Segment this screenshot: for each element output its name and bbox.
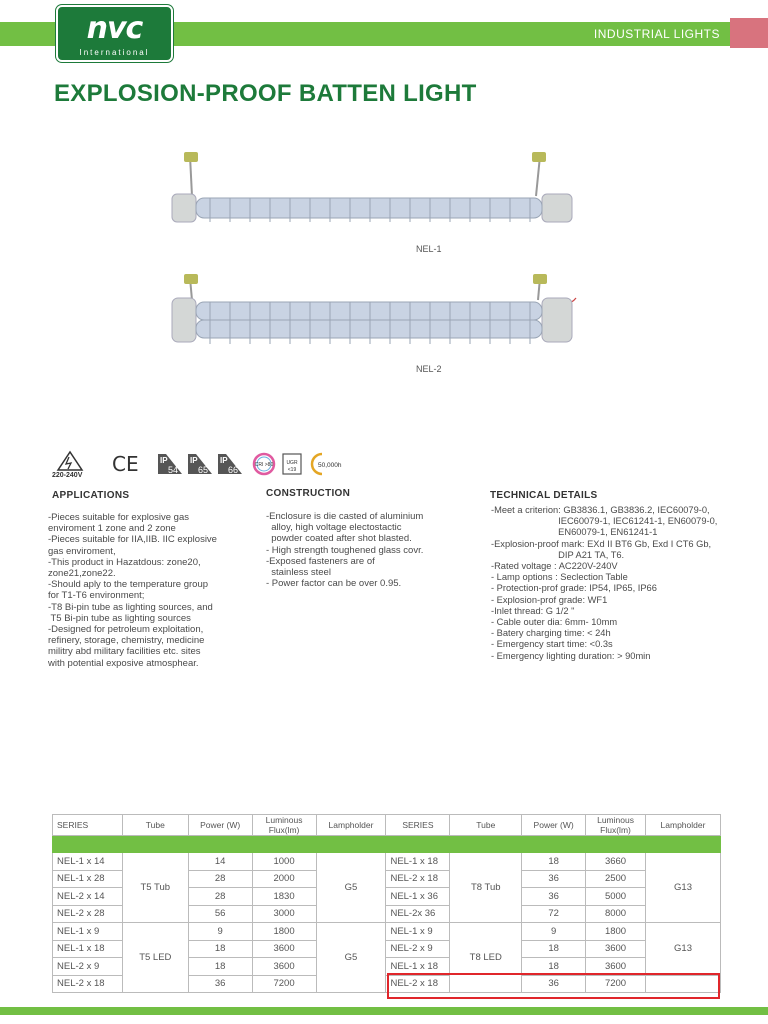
cell-series: NEL-2 x 18	[386, 975, 450, 993]
applications-line: -Pieces suitable for IIA,IIB. IIC explosive	[48, 534, 217, 546]
applications-heading: APPLICATIONS	[52, 490, 130, 501]
technical-line: - Protection-prof grade: IP54, IP65, IP66	[491, 583, 657, 594]
cell-flux: 8000	[586, 905, 646, 923]
cell-series: NEL-1 x 9	[53, 923, 123, 941]
cell-power: 36	[522, 888, 586, 906]
header-flux: Luminous Flux(lm)	[252, 815, 316, 836]
cell-power: 14	[188, 853, 252, 871]
cell-series: NEL-1 x 18	[386, 958, 450, 976]
svg-text:IP: IP	[160, 456, 168, 465]
cell-series: NEL-1 x 18	[53, 940, 123, 958]
applications-line: -Designed for petroleum exploitation,	[48, 624, 204, 636]
technical-list	[491, 505, 717, 662]
technical-line: EN60079-1, EN61241-1	[491, 527, 658, 538]
technical-line: -Meet a criterion: GB3836.1, GB3836.2, IEC60079-0,	[491, 505, 710, 515]
applications-line: -Should aply to the temperature group	[48, 579, 209, 591]
cell-series: NEL-2 x 9	[53, 958, 123, 976]
cell-lampholder: G5	[316, 853, 386, 923]
cell-flux: 1800	[586, 923, 646, 941]
applications-line: T5 Bi-pin tube as lighting sources	[48, 612, 191, 624]
technical-line: -Explosion-proof mark: EXd II BT6 Gb, Exd I CT6 Gb,	[491, 538, 712, 549]
cri-icon	[252, 452, 276, 476]
cell-flux: 2000	[252, 870, 316, 888]
cell-tube: T8 LED	[450, 923, 522, 993]
product-image-nel-2	[170, 272, 580, 352]
cell-series: NEL-1 x 18	[386, 853, 450, 871]
technical-line: IEC60079-1, IEC61241-1, EN60079-0,	[491, 516, 718, 527]
cell-power: 9	[522, 923, 586, 941]
header-power-2: Power (W)	[522, 815, 586, 836]
construction-list	[266, 511, 423, 589]
table-header-row	[53, 815, 721, 836]
cell-power: 36	[188, 975, 252, 993]
product-image-nel-1	[170, 148, 580, 228]
cell-power: 18	[522, 853, 586, 871]
technical-line: - Cable outer dia: 6mm- 10mm	[491, 617, 618, 628]
cell-series: NEL-1 x 9	[386, 923, 450, 941]
svg-text:65: 65	[198, 465, 209, 475]
cell-flux: 3600	[586, 940, 646, 958]
logo-subtitle: International	[79, 48, 150, 57]
cell-power: 36	[522, 870, 586, 888]
header-series-2: SERIES	[386, 815, 450, 836]
page-title: EXPLOSION-PROOF BATTEN LIGHT	[54, 80, 477, 107]
technical-line: -Rated voltage : AC220V-240V	[491, 561, 618, 572]
technical-line: - Batery charging time: < 24h	[491, 628, 611, 639]
construction-line: powder coated after shot blasted.	[266, 533, 412, 545]
cell-series: NEL-2x 36	[386, 905, 450, 923]
cell-flux: 1000	[252, 853, 316, 871]
header-series: SERIES	[53, 815, 123, 836]
cell-power: 36	[522, 975, 586, 993]
footer-bar	[0, 1007, 768, 1015]
highlight-box	[387, 973, 720, 999]
cell-flux: 3660	[586, 853, 646, 871]
cell-power: 18	[188, 958, 252, 976]
logo-mark: nvc	[86, 11, 143, 46]
cell-series: NEL-1 x 14	[53, 853, 123, 871]
cell-flux: 1830	[252, 888, 316, 906]
cell-series: NEL-2 x 18	[53, 975, 123, 993]
construction-heading: CONSTRUCTION	[266, 488, 351, 499]
cell-tube: T8 Tub	[450, 853, 522, 923]
applications-line: zone21,zone22.	[48, 568, 116, 580]
construction-line: alloy, high voltage electostactic	[266, 522, 402, 534]
cell-series: NEL-2 x 28	[53, 905, 123, 923]
header-power: Power (W)	[188, 815, 252, 836]
cell-flux: 7200	[252, 975, 316, 993]
cell-tube: T5 Tub	[122, 853, 188, 923]
svg-text:CRI >80: CRI >80	[254, 462, 274, 468]
cell-flux: 3600	[586, 958, 646, 976]
product-caption-nel-2: NEL-2	[416, 364, 442, 374]
construction-line: - High strength toughened glass covr.	[266, 544, 424, 556]
voltage-icon	[52, 450, 96, 478]
table-row	[53, 923, 721, 941]
voltage-text: 220-240V	[52, 472, 83, 478]
applications-line: with potential exposive atmosphear.	[48, 657, 199, 669]
category-label: INDUSTRIAL LIGHTS	[593, 27, 720, 41]
svg-text:54: 54	[168, 465, 179, 475]
cell-lampholder: G5	[316, 923, 386, 993]
cell-power: 28	[188, 870, 252, 888]
svg-text:IP: IP	[220, 456, 228, 465]
header-lampholder: Lampholder	[316, 815, 386, 836]
applications-line: gas enviroment,	[48, 545, 116, 557]
technical-line: - Lamp options : Seclection Table	[491, 572, 628, 583]
cell-lampholder: G13	[646, 923, 721, 976]
cell-flux: 3600	[252, 958, 316, 976]
ugr-icon	[280, 452, 304, 476]
construction-line: -Exposed fasteners are of	[266, 555, 375, 567]
ip65-icon	[186, 452, 214, 476]
cell-power: 18	[522, 958, 586, 976]
construction-line: -Enclosure is die casted of aluminium	[266, 511, 424, 522]
svg-text:66: 66	[228, 465, 239, 475]
cell-power: 72	[522, 905, 586, 923]
cell-series: NEL-2 x 9	[386, 940, 450, 958]
svg-text:50,000h: 50,000h	[318, 462, 342, 469]
cell-flux: 5000	[586, 888, 646, 906]
cell-flux: 2500	[586, 870, 646, 888]
construction-line: - Power factor can be over 0.95.	[266, 578, 402, 590]
cell-series: NEL-2 x 18	[386, 870, 450, 888]
svg-text:<19: <19	[287, 467, 297, 473]
cell-power: 18	[522, 940, 586, 958]
applications-line: for T1-T6 environment;	[48, 590, 145, 602]
applications-line: -Pieces suitable for explosive gas	[48, 512, 189, 523]
technical-line: -Inlet thread: G 1/2 "	[491, 605, 575, 616]
applications-list	[48, 512, 217, 669]
table-green-divider	[53, 836, 721, 853]
technical-heading: TECHNICAL DETAILS	[490, 490, 598, 501]
technical-line: DIP A21 TA, T6.	[491, 549, 625, 560]
cell-series: NEL-2 x 14	[53, 888, 123, 906]
table-row	[53, 853, 721, 871]
cell-flux: 3600	[252, 940, 316, 958]
cell-power: 56	[188, 905, 252, 923]
cell-series: NEL-1 x 28	[53, 870, 123, 888]
ip66-icon	[216, 452, 244, 476]
cell-power: 9	[188, 923, 252, 941]
header-lampholder-2: Lampholder	[646, 815, 721, 836]
technical-line: - Emergency lighting duration: > 90min	[491, 650, 651, 661]
cell-flux: 7200	[586, 975, 646, 993]
spec-table	[52, 814, 721, 993]
cell-power: 18	[188, 940, 252, 958]
svg-text:IP: IP	[190, 456, 198, 465]
cell-power: 28	[188, 888, 252, 906]
cell-flux: 1800	[252, 923, 316, 941]
applications-line: -This product in Hazatdous: zone20,	[48, 556, 201, 568]
cell-lampholder: G13	[646, 853, 721, 923]
cell-flux: 3000	[252, 905, 316, 923]
cell-tube: T5 LED	[122, 923, 188, 993]
header-tube-2: Tube	[450, 815, 522, 836]
applications-line: -T8 Bi-pin tube as lighting sources, and	[48, 601, 213, 613]
technical-line: - Emergency start time: <0.3s	[491, 639, 613, 650]
svg-text:UGR: UGR	[286, 460, 298, 466]
ce-mark-icon: CE	[112, 452, 139, 476]
applications-line: militry abd military facilities etc. sites	[48, 646, 201, 658]
technical-line: - Explosion-prof grade: WF1	[491, 594, 608, 605]
header-tube: Tube	[122, 815, 188, 836]
lifetime-icon	[308, 452, 356, 476]
applications-line: enviroment 1 zone and 2 zone	[48, 523, 176, 535]
applications-line: refinery, storage, chemistry, medicine	[48, 635, 205, 647]
product-caption-nel-1: NEL-1	[416, 244, 442, 254]
cell-series: NEL-1 x 36	[386, 888, 450, 906]
header-flux-2: Luminous Flux(lm)	[586, 815, 646, 836]
accent-block	[730, 18, 768, 48]
nvc-logo	[56, 5, 173, 62]
ip54-icon	[156, 452, 184, 476]
construction-line: stainless steel	[266, 567, 331, 579]
